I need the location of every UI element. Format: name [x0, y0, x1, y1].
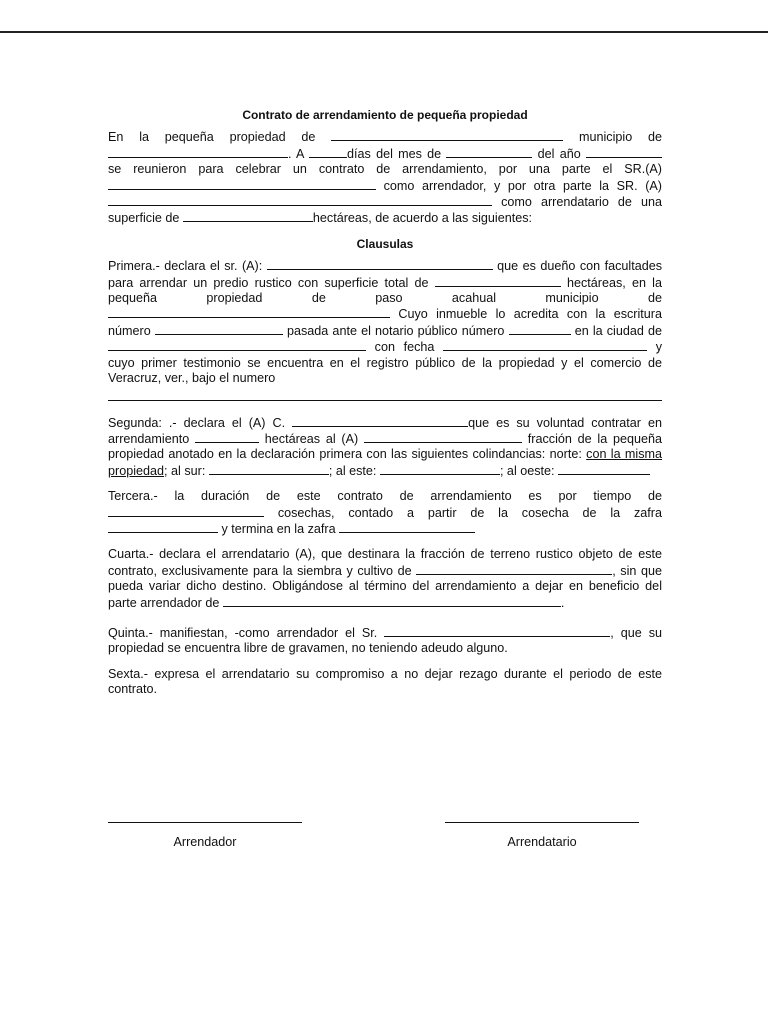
date-blank[interactable] — [443, 339, 647, 351]
clause-text: Tercera.- la duración de este contrato de arrendamiento es por tiempo de — [108, 489, 662, 504]
clause-text: Sexta.- expresa el arrendatario su compromiso a no dejar rezago durante el periodo de este contrato. — [108, 666, 662, 697]
clause-text: hectáreas al (A) — [264, 431, 359, 446]
harvest-count-blank[interactable] — [108, 505, 264, 517]
end-harvest-blank[interactable] — [339, 521, 475, 533]
clause-text: Cuarta.- declara el arrendatario (A), que destinara la fracción de terreno rustico objeto de este contrato, exclusivamente para la siembra y cultivo de — [108, 547, 662, 578]
clause-sexta — [108, 667, 662, 698]
lessor-label: Arrendador — [173, 835, 237, 849]
clause-text: en la ciudad de — [574, 323, 663, 338]
clause-text: con fecha — [374, 340, 435, 355]
start-harvest-blank[interactable] — [108, 521, 218, 533]
intro-text: se reunieron para celebrar un contrato de arrendamiento, por una parte el SR.(A) — [108, 162, 662, 177]
intro-text: municipio de — [579, 130, 663, 145]
intro-text: del año — [537, 146, 581, 161]
intro-text: hectáreas, de acuerdo a las siguientes: — [312, 211, 533, 226]
intro-text: como arrendador, y por otra parte la SR. (A) — [383, 178, 662, 193]
notary-number-blank[interactable] — [509, 323, 571, 335]
deed-number-blank[interactable] — [155, 323, 283, 335]
clause-text: cosechas, contado a partir de la cosecha de la zafra — [277, 505, 662, 520]
intro-text: días del mes de — [347, 146, 442, 161]
clause-text: ; al este: — [328, 463, 377, 478]
hectares-blank[interactable] — [195, 431, 259, 443]
intro-text: como arrendatario de una superficie de — [108, 195, 662, 226]
clause-text: y termina en la zafra — [221, 521, 336, 536]
clause-text: y cuyo primer testimonio se encuentra en el registro público de la propiedad y el comercio de Veracruz, ver., bajo el numero — [108, 340, 663, 386]
lessee-name-blank[interactable] — [108, 194, 492, 206]
intro-text: . A — [288, 146, 304, 161]
clause-text: hectáreas, en la pequeña propiedad de paso acahual municipio de — [108, 275, 662, 306]
lessee-blank[interactable] — [364, 431, 522, 443]
signature-line — [108, 822, 302, 823]
lessor-name-blank[interactable] — [108, 178, 376, 190]
intro-paragraph — [108, 129, 662, 226]
south-boundary-blank[interactable] — [209, 463, 329, 475]
month-blank[interactable] — [446, 146, 532, 158]
lessee-label: Arrendatario — [507, 835, 577, 849]
east-boundary-blank[interactable] — [380, 463, 500, 475]
city-blank[interactable] — [108, 339, 366, 351]
top-divider — [0, 31, 768, 33]
clause-text: que es su voluntad contratar en arrendamiento — [108, 415, 662, 446]
clause-text: , sin que pueda variar dicho destino. Obligándose al término del arrendamiento a dejar en beneficio del parte arrendador de — [108, 563, 662, 610]
benefit-blank[interactable] — [223, 595, 561, 607]
lessee-signature[interactable] — [445, 822, 639, 849]
clause-text: . — [560, 595, 565, 610]
clause-text: , que su propiedad se encuentra libre de gravamen, no teniendo adeudo alguno. — [108, 625, 662, 656]
clause-text: Primera.- declara el sr. (A): — [108, 259, 263, 274]
clause-segunda — [108, 415, 662, 480]
clause-tercera — [108, 489, 662, 537]
signature-block — [108, 822, 662, 862]
clause-quinta — [108, 625, 662, 657]
clause-text: Cuyo inmueble lo acredita con la escritura número — [108, 307, 662, 338]
declarant-name-blank[interactable] — [292, 415, 468, 427]
municipality-blank[interactable] — [108, 306, 390, 318]
contract-document — [108, 108, 662, 698]
document-title: Contrato de arrendamiento de pequeña propiedad — [242, 108, 528, 122]
registry-number-blank[interactable] — [108, 388, 662, 401]
property-blank[interactable] — [331, 129, 563, 141]
clause-text: ; al sur: — [164, 463, 206, 478]
lessor-signature[interactable] — [108, 822, 302, 849]
clause-primera — [108, 258, 662, 386]
north-boundary: con la misma propiedad — [108, 447, 662, 478]
lessor-blank[interactable] — [384, 625, 610, 637]
surface-blank[interactable] — [183, 210, 313, 222]
total-surface-blank[interactable] — [435, 275, 561, 287]
clause-text: pasada ante el notario público número — [286, 323, 505, 338]
clauses-heading: Clausulas — [356, 236, 414, 251]
municipality-blank[interactable] — [108, 146, 288, 158]
clause-text: ; al oeste: — [499, 463, 555, 478]
crop-blank[interactable] — [416, 563, 612, 575]
west-boundary-blank[interactable] — [558, 463, 650, 475]
clause-text: fracción de la pequeña propiedad anotado en la declaración primera con las siguientes colindancias: norte: — [108, 431, 663, 462]
clause-cuarta — [108, 547, 662, 611]
owner-name-blank[interactable] — [267, 258, 493, 270]
day-blank[interactable] — [309, 146, 347, 158]
clause-text: Quinta.- manifiestan, -como arrendador el Sr. — [108, 625, 378, 640]
year-blank[interactable] — [586, 146, 662, 158]
clause-text: Segunda: .- declara el (A) C. — [108, 415, 286, 430]
signature-line — [445, 822, 639, 823]
intro-text: En la pequeña propiedad de — [108, 130, 316, 145]
clause-text: que es dueño con facultades para arrendar un predio rustico con superficie total de — [108, 259, 663, 290]
